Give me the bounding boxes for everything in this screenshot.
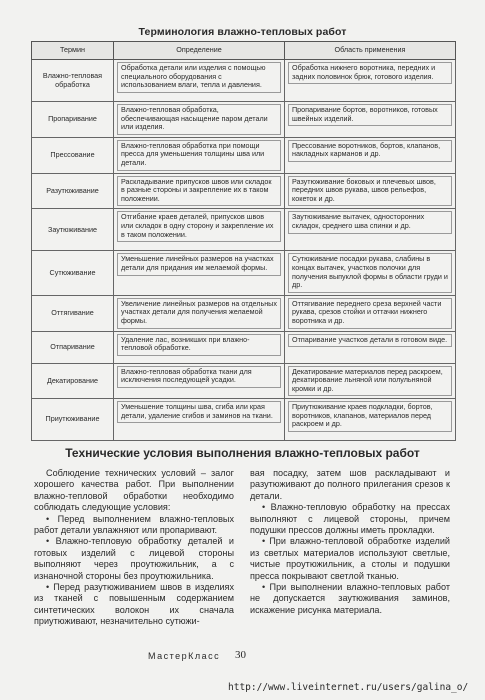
definition-cell <box>114 137 285 173</box>
definition-cell <box>114 363 285 399</box>
application-cell <box>285 137 456 173</box>
table-row <box>32 399 456 441</box>
paragraph: • Влажно-тепловую обработку деталей и готовых изделий с лицевой стороны выполняют через проутюжильник, а с изнаночной стороны без проутюжильника. <box>34 536 234 581</box>
application-cell <box>285 399 456 441</box>
section-title: Технические условия выполнения влажно-тепловых работ <box>65 446 420 460</box>
application-cell <box>285 60 456 102</box>
definition-text: Раскладывание припусков швов или складок в разные стороны и закрепление их в таком положении. <box>117 176 281 207</box>
table-row <box>32 331 456 363</box>
definition-text: Удаление лас, возникших при влажно-тепловой обработке. <box>117 334 281 356</box>
application-text: Отпаривание участков детали в готовом виде. <box>288 334 452 348</box>
definition-cell <box>114 209 285 251</box>
paragraph: • Влажно-тепловую обработку на прессах выполняют с лицевой стороны, причем подушки прессов должны иметь прокладки. <box>250 502 450 536</box>
definition-cell <box>114 251 285 295</box>
application-cell <box>285 102 456 138</box>
footer-brand: МастерКласс <box>148 651 221 661</box>
term-cell: Прессование <box>32 137 114 173</box>
paragraph: • Перед разутюживанием швов в изделиях из тканей с повышенным содержанием синтетических волокон их сначала приутюживают, незначительно сутюжи- <box>34 582 234 627</box>
definition-cell <box>114 331 285 363</box>
header-definition: Определение <box>114 42 285 60</box>
footer-url: http://www.liveinternet.ru/users/galina_o/ <box>228 682 469 693</box>
page-number: 30 <box>235 649 246 661</box>
application-text: Сутюживание посадки рукава, слабины в концах вытачек, участков полочки для получения выпуклой формы в области груди и др. <box>288 253 452 292</box>
application-cell <box>285 363 456 399</box>
term-cell: Пропаривание <box>32 102 114 138</box>
paragraph: • При влажно-тепловой обработке изделий из светлых материалов используют светлые, чистые проутюжильник, а столы и подушки пресса покрывают светлой тканью. <box>250 536 450 581</box>
definition-cell <box>114 60 285 102</box>
table-row <box>32 295 456 331</box>
definition-cell <box>114 102 285 138</box>
application-text: Разутюживание боковых и плечевых швов, передних швов рукава, швов рельефов, кокеток и др. <box>288 176 452 207</box>
paragraph: Соблюдение технических условий – залог хорошего качества работ. При выполнении влажно-тепловой обработки необходимо соблюдать следующие условия: <box>34 468 234 513</box>
table-row <box>32 137 456 173</box>
term-cell: Декатирование <box>32 363 114 399</box>
application-cell <box>285 173 456 209</box>
table-row <box>32 173 456 209</box>
term-cell: Отпаривание <box>32 331 114 363</box>
application-cell <box>285 209 456 251</box>
text-column-left <box>34 468 234 628</box>
text-column-right <box>250 468 450 616</box>
definition-text: Влажно-тепловая обработка ткани для исключения последующей усадки. <box>117 366 281 388</box>
term-cell: Приутюживание <box>32 399 114 441</box>
application-text: Обработка нижнего воротника, передних и задних половинок брюк, готового изделия. <box>288 62 452 84</box>
application-text: Приутюживание краев подкладки, бортов, воротников, клапанов, материалов перед раскроем и др. <box>288 401 452 432</box>
definition-text: Увеличение линейных размеров на отдельных участках детали для получения желаемой формы. <box>117 298 281 329</box>
table-row <box>32 102 456 138</box>
table-header-row <box>32 42 456 60</box>
application-cell <box>285 331 456 363</box>
table-title: Терминология влажно-тепловых работ <box>138 26 347 38</box>
definition-text: Уменьшение толщины шва, сгиба или края детали, удаление сгибов и заминов на ткани. <box>117 401 281 423</box>
application-text: Заутюживание вытачек, односторонних складок, среднего шва спинки и др. <box>288 211 452 233</box>
term-cell: Сутюживание <box>32 251 114 295</box>
term-cell: Влажно-тепловая обработка <box>32 60 114 102</box>
header-term: Термин <box>32 42 114 60</box>
application-cell <box>285 295 456 331</box>
table-row <box>32 209 456 251</box>
definition-text: Уменьшение линейных размеров на участках детали для придания им желаемой формы. <box>117 253 281 275</box>
term-cell: Заутюживание <box>32 209 114 251</box>
application-text: Декатирование материалов перед раскроем, декатирование льняной или полульняной кромки и др. <box>288 366 452 397</box>
paragraph: • При выполнении влажно-тепловых работ не допускается заутюживания заминов, искажение рисунка материала. <box>250 582 450 615</box>
application-text: Пропаривание бортов, воротников, готовых швейных изделий. <box>288 104 452 126</box>
definition-text: Влажно-тепловая обработка при помощи пресса для уменьшения толщины шва или детали. <box>117 140 281 171</box>
definition-cell <box>114 295 285 331</box>
paragraph: вая посадку, затем шов раскладывают и разутюживают до полного прилегания срезов к детали. <box>250 468 450 501</box>
table-row <box>32 251 456 295</box>
paragraph: • Перед выполнением влажно-тепловых работ детали увлажняют или пропаривают. <box>34 513 234 536</box>
term-cell: Оттягивание <box>32 295 114 331</box>
terminology-table <box>31 41 456 441</box>
application-text: Оттягивание переднего среза верхней части рукава, срезов стойки и оттачки нижнего воротника и др. <box>288 298 452 329</box>
term-cell: Разутюживание <box>32 173 114 209</box>
header-application: Область применения <box>285 42 456 60</box>
definition-text: Обработка детали или изделия с помощью специального оборудования с использованием влаги, тепла и давления. <box>117 62 281 93</box>
table-row <box>32 363 456 399</box>
application-text: Прессование воротников, бортов, клапанов, накладных карманов и др. <box>288 140 452 162</box>
definition-text: Отгибание краев деталей, припусков швов или складок в одну сторону и закрепление их в таком положении. <box>117 211 281 242</box>
application-cell <box>285 251 456 295</box>
definition-cell <box>114 173 285 209</box>
definition-text: Влажно-тепловая обработка, обеспечивающая насыщение паром детали или изделия. <box>117 104 281 135</box>
table-row <box>32 60 456 102</box>
definition-cell <box>114 399 285 441</box>
